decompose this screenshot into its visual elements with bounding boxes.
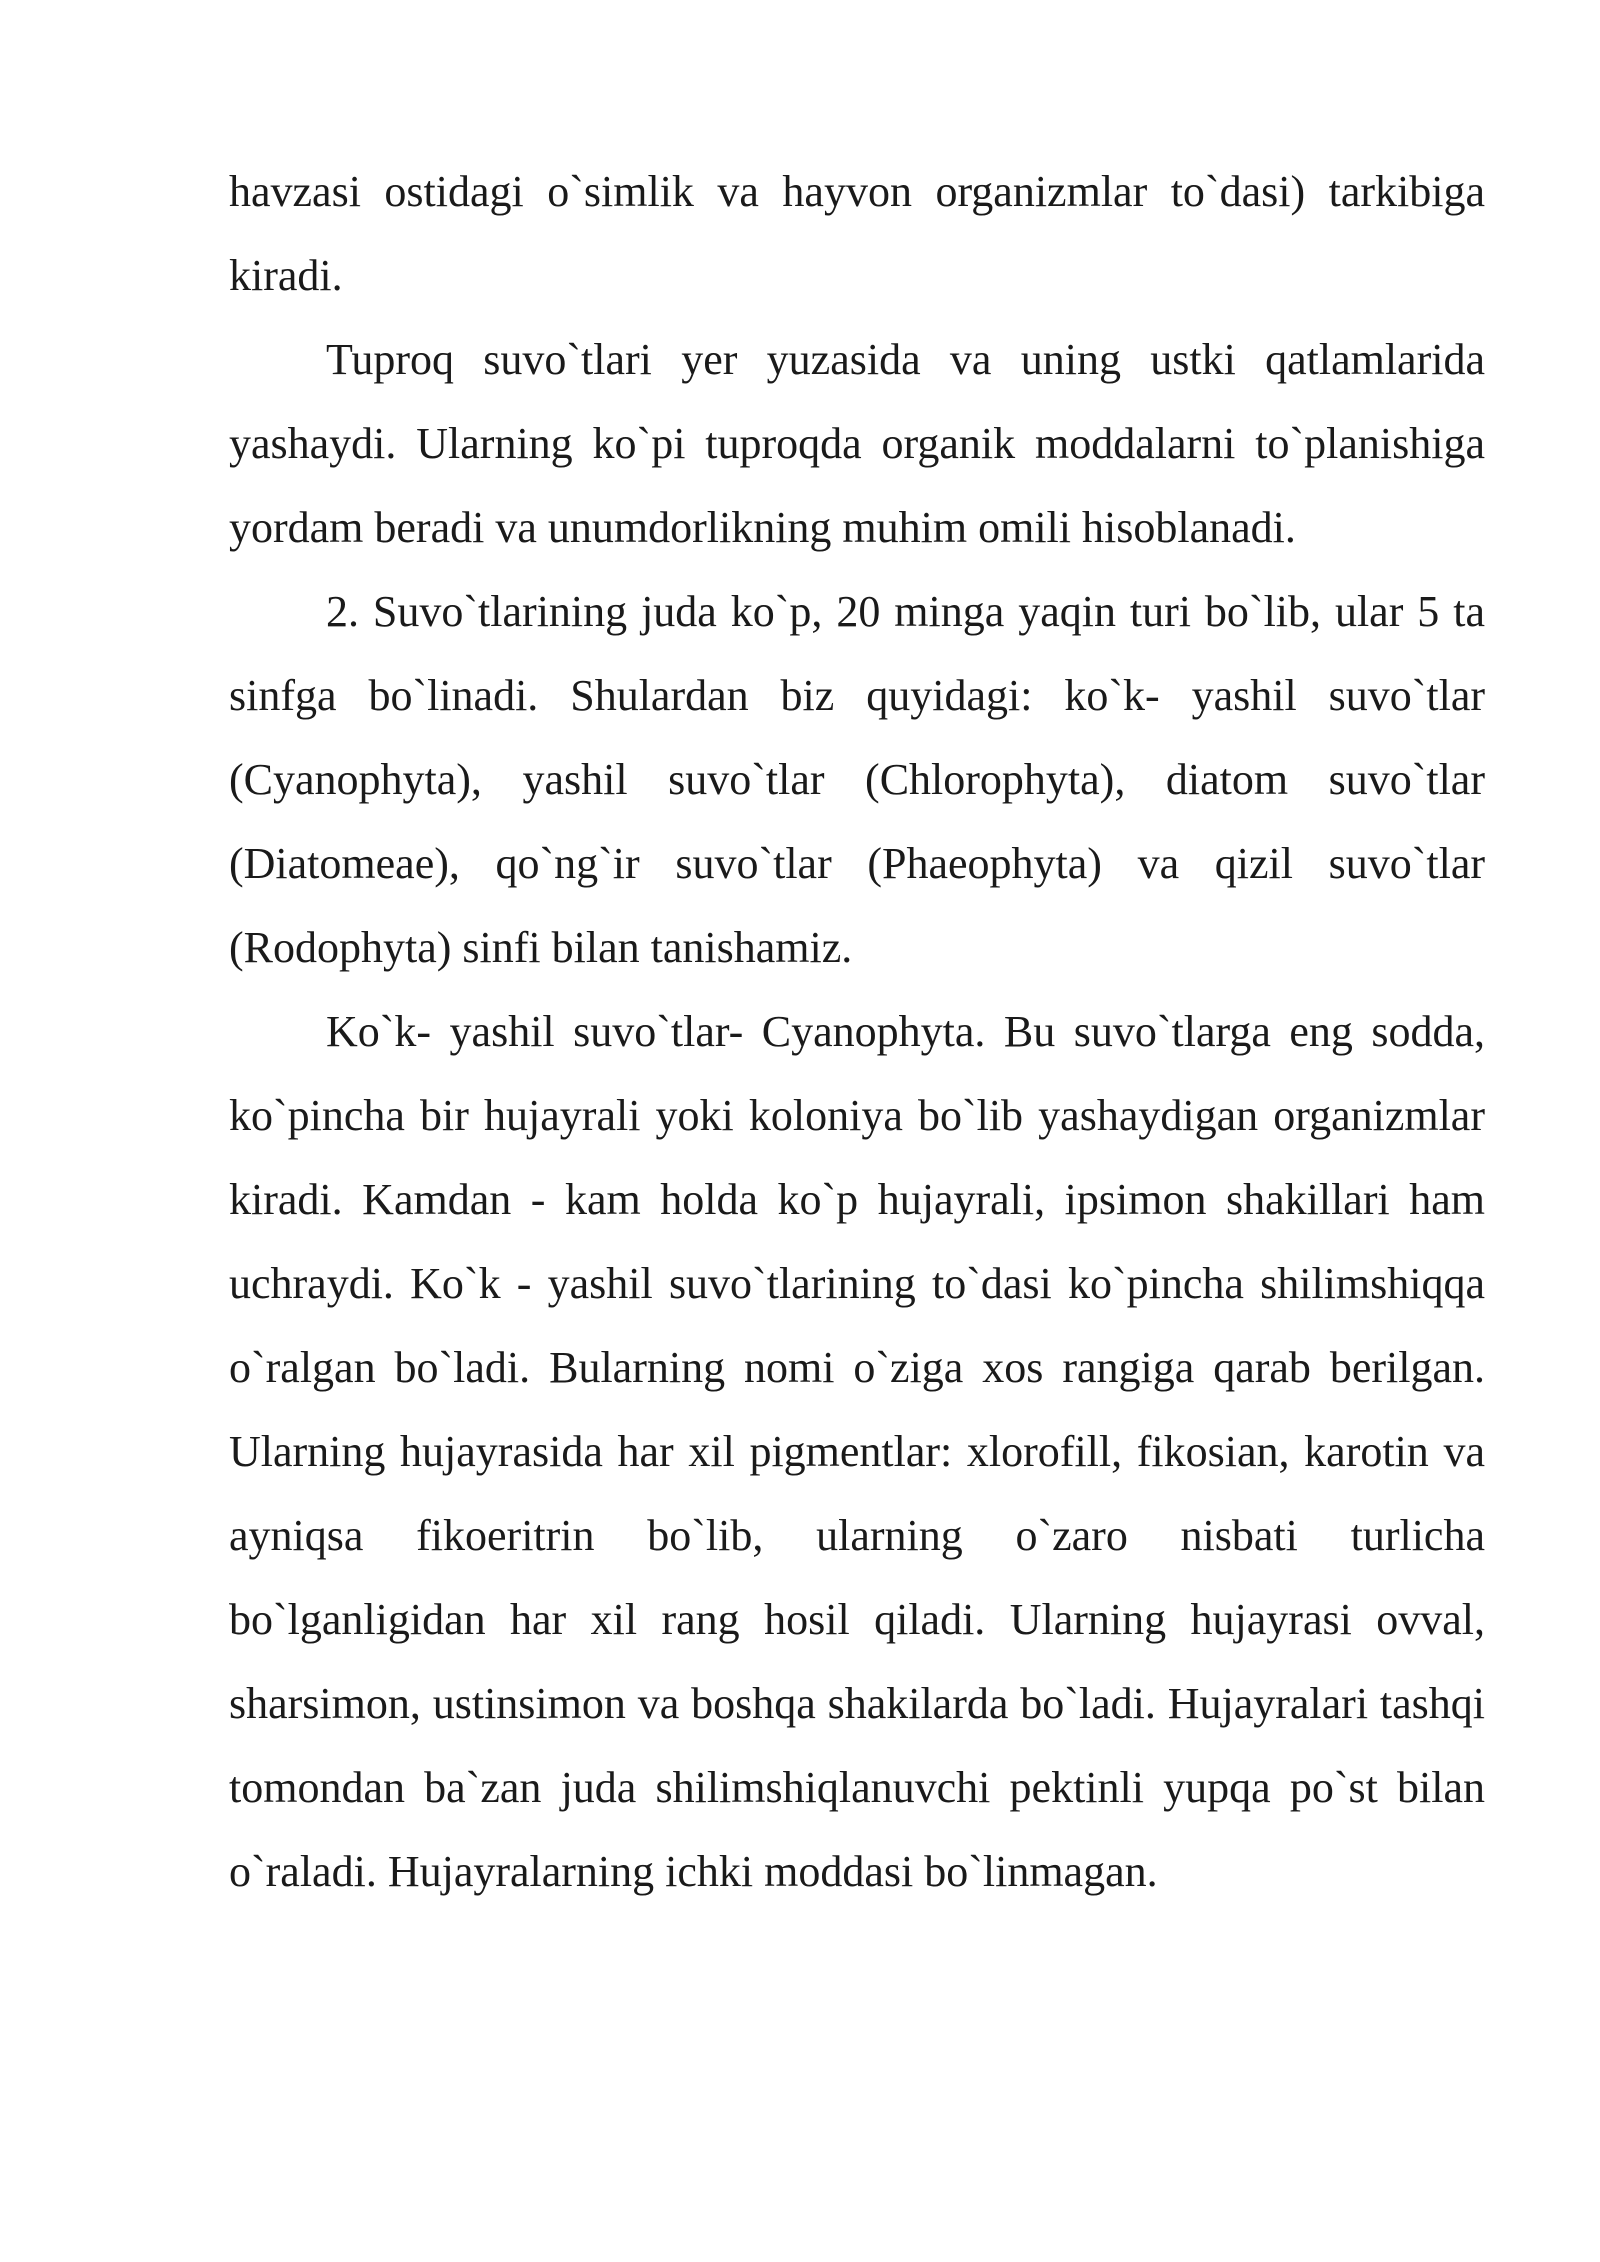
paragraph-cyanophyta: Ko`k- yashil suvo`tlar- Cyanophyta. Bu suvo`tlarga eng sodda, ko`pincha bir hujayrali yoki koloniya bo`lib yashaydigan organizmlar kiradi. Kamdan - kam holda ko`p hujayrali, ipsimon shakillari ham uchraydi. Ko`k - yashil suvo`tlarining to`dasi ko`pincha shilimshiqqa o`ralgan bo`ladi. Bularning nomi o`ziga xos rangiga qarab berilgan. Ularning hujayrasida har xil pigmentlar: xlorofill, fikosian, karotin va ayniqsa fikoeritrin bo`lib, ularning o`zaro nisbati turlicha bo`lganligidan har xil rang hosil qiladi. Ularning hujayrasi ovval, sharsimon, ustinsimon va boshqa shakilarda bo`ladi. Hujayralari tashqi tomondan ba`zan juda shilimshiqlanuvchi pektinli yupqa po`st bilan o`raladi. Hujayralarning ichki moddasi bo`linmagan. <box>229 1007 1485 1896</box>
paragraph-algae-classes: 2. Suvo`tlarining juda ko`p, 20 minga yaqin turi bo`lib, ular 5 ta sinfga bo`linadi. Shulardan biz quyidagi: ko`k- yashil suvo`tlar (Cyanophyta), yashil suvo`tlar (Chlorophyta), diatom suvo`tlar (Diatomeae), qo`ng`ir suvo`tlar (Phaeophyta) va qizil suvo`tlar (Rodophyta) sinfi bilan tanishamiz. <box>229 587 1485 972</box>
paragraph-continuation: havzasi ostidagi o`simlik va hayvon organizmlar to`dasi) tarkibiga kiradi. <box>229 167 1485 300</box>
document-page <box>229 150 1485 1914</box>
paragraph-soil-algae: Tuproq suvo`tlari yer yuzasida va uning ustki qatlamlarida yashaydi. Ularning ko`pi tuproqda organik moddalarni to`planishiga yordam beradi va unumdorlikning muhim omili hisoblanadi. <box>229 335 1485 552</box>
